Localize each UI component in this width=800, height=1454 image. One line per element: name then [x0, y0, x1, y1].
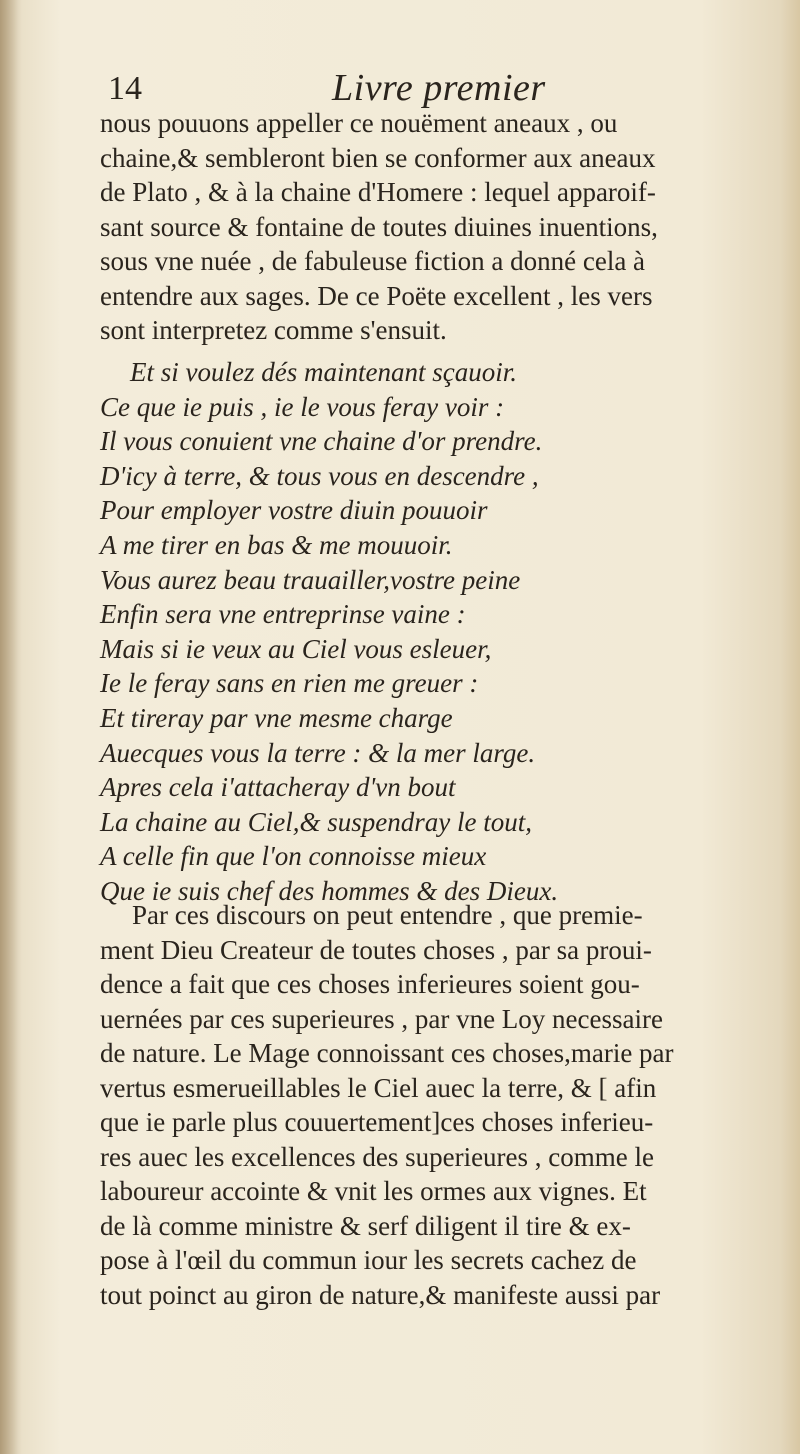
prose-line: de là comme ministre & serf diligent il tire & ex-: [100, 1210, 631, 1241]
prose-line: vertus esmerueillables le Ciel auec la terre, & [ afin: [100, 1072, 657, 1103]
verse-line: A celle fin que l'on connoisse mieux: [100, 841, 487, 872]
verse-line: La chaine au Ciel,& suspendray le tout,: [100, 806, 532, 837]
prose-line: sant source & fontaine de toutes diuines inuentions,: [100, 211, 658, 242]
verse-block: [100, 355, 790, 909]
prose-paragraph-intro: [100, 106, 790, 348]
verse-line: Il vous conuient vne chaine d'or prendre.: [100, 426, 543, 457]
prose-line: uernées par ces superieures , par vne Loy necessaire: [100, 1003, 663, 1034]
prose-line: nous pouuons appeller ce nouëment aneaux , ou: [100, 108, 618, 138]
prose-line: de nature. Le Mage connoissant ces choses,marie par: [100, 1038, 674, 1068]
prose-line: entendre aux sages. De ce Poëte excellent , les vers: [100, 280, 653, 311]
prose-line: sous vne nuée , de fabuleuse fiction a donné cela à: [100, 246, 646, 276]
prose-line: ment Dieu Createur de toutes choses , par sa proui-: [100, 934, 652, 965]
spine-shadow: [0, 0, 22, 1454]
verse-line: Pour employer vostre diuin pouuoir: [100, 495, 488, 526]
prose-paragraph-commentary: [100, 898, 790, 1312]
verse-line: Ie le feray sans en rien me greuer :: [100, 668, 479, 699]
verse-line: Apres cela i'attacheray d'vn bout: [100, 772, 456, 803]
prose-line: res auec les excellences des superieures , comme le: [100, 1141, 654, 1172]
verse-line: Mais si ie veux au Ciel vous esleuer,: [100, 633, 492, 664]
verse-line: D'icy à terre, & tous vous en descendre ,: [100, 460, 539, 491]
prose-line: Par ces discours on peut entendre , que premie-: [132, 900, 643, 930]
verse-line: Enfin sera vne entreprinse vaine :: [100, 599, 466, 630]
verse-line: Et tireray par vne mesme charge: [100, 702, 453, 733]
prose-line: laboureur accointe & vnit les ormes aux vignes. Et: [100, 1176, 647, 1206]
verse-line: A me tirer en bas & me mouuoir.: [100, 529, 453, 560]
prose-line: de Plato , & à la chaine d'Homere : lequel apparoif-: [100, 177, 656, 207]
running-title: Livre premier: [332, 67, 546, 109]
verse-line: Vous aurez beau trauailler,vostre peine: [100, 564, 521, 595]
prose-line: que ie parle plus couuertement]ces choses inferieu-: [100, 1107, 654, 1137]
verse-line: Ce que ie puis , ie le vous feray voir :: [100, 391, 505, 422]
prose-line: pose à l'œil du commun iour les secrets cachez de: [100, 1245, 637, 1275]
page-number: 14: [108, 70, 142, 107]
verse-line: Que ie suis chef des hommes & des Dieux.: [100, 875, 559, 906]
prose-line: tout poinct au giron de nature,& manifeste aussi par: [100, 1279, 661, 1310]
verse-line: Et si voulez dés maintenant sçauoir.: [130, 357, 517, 387]
verse-line: Auecques vous la terre : & la mer large.: [100, 737, 536, 768]
prose-line: sont interpretez comme s'ensuit.: [100, 315, 447, 345]
prose-line: chaine,& sembleront bien se conformer aux aneaux: [100, 142, 656, 173]
prose-line: dence a fait que ces choses inferieures soient gou-: [100, 969, 640, 999]
